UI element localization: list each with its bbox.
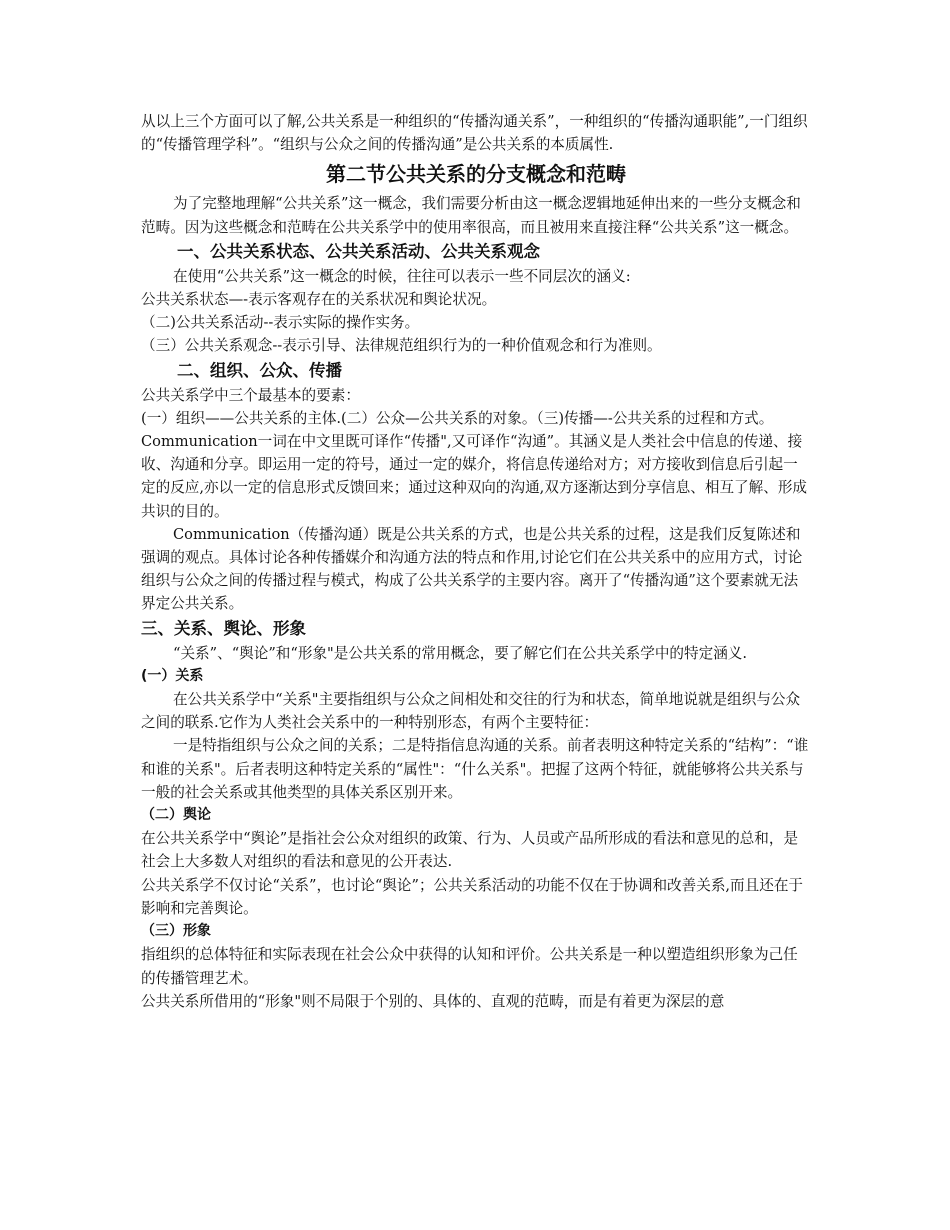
paragraph: Communication（传播沟通）既是公共关系的方式，也是公共关系的过程，这是我们反复陈述和强调的观点。具体讨论各种传播媒介和沟通方法的特点和作用,讨论它们在公共关系中的应用方式，讨论组织与公众之间的传播过程与模式，构成了公共关系学的主要内容。离开了“传播沟通”这个要素就无法界定公共关系。 <box>141 525 803 613</box>
document-page <box>141 110 811 1013</box>
paragraph: 在公共关系学中“舆论”是指社会公众对组织的政策、行为、人员或产品所形成的看法和意见的总和，是社会上大多数人对组织的看法和意见的公开表达. <box>141 830 799 871</box>
paragraph: 公共关系学中三个最基本的要素： <box>141 386 360 404</box>
intro-paragraph: 从以上三个方面可以了解,公共关系是一种组织的“传播沟通关系”，一种组织的“传播沟通职能”,一门组织的“传播管理学科”。“组织与公众之间的传播沟通”是公共关系的本质属性. <box>141 113 808 154</box>
heading-1: 一、公共关系状态、公共关系活动、公共关系观念 <box>177 241 540 261</box>
paragraph: 公共关系所借用的“形象"则不局限于个别的、具体的、直观的范畴，而是有着更为深层的意 <box>141 992 725 1010</box>
paragraph: 在使用“公共关系”这一概念的时候，往往可以表示一些不同层次的涵义: <box>173 267 631 285</box>
list-item: 公共关系状态—-表示客观存在的关系状况和舆论状况。 <box>141 291 497 309</box>
paragraph: 指组织的总体特征和实际表现在社会公众中获得的认知和评价。公共关系是一种以塑造组织形象为己任的传播管理艺术。 <box>141 946 798 987</box>
list-item: （三）公共关系观念--表示引导、法律规范组织行为的一种价值观念和行为准则。 <box>141 337 662 355</box>
heading-3: 三、关系、舆论、形象 <box>141 618 306 638</box>
paragraph: 在公共关系学中“关系"主要指组织与公众之间相处和交往的行为和状态，简单地说就是组织与公众之间的联系.它作为人类社会关系中的一种特别形态，有两个主要特征： <box>141 691 801 732</box>
paragraph: 公共关系学不仅讨论“关系”，也讨论“舆论”；公共关系活动的功能不仅在于协调和改善关系,而且还在于影响和完善舆论。 <box>141 876 804 917</box>
subheading-relation: (一）关系 <box>141 667 204 684</box>
list-item: （二)公共关系活动--表示实际的操作实务。 <box>141 314 420 332</box>
paragraph: Communication一词在中文里既可译作“传播",又可译作“沟通”。其涵义是人类社会中信息的传递、接收、沟通和分享。即运用一定的符号，通过一定的媒介，将信息传递给对方；对方接收到信息后引起一定的反应,亦以一定的信息形式反馈回来；通过这种双向的沟通,双方逐渐达到分享信息、相互了解、形成共识的目的。 <box>141 433 808 520</box>
paragraph: “关系”、“舆论”和“形象"是公共关系的常用概念，要了解它们在公共关系学中的特定涵义. <box>173 644 748 662</box>
paragraph: (一）组织——公共关系的主体.(二）公众—公共关系的对象。（三)传播—-公共关系的过程和方式。 <box>141 409 774 427</box>
subheading-opinion: （二）舆论 <box>141 807 211 824</box>
section-intro-paragraph: 为了完整地理解“公共关系”这一概念，我们需要分析由这一概念逻辑地延伸出来的一些分支概念和范畴。因为这些概念和范畴在公共关系学中的使用率很高，而且被用来直接注释“公共关系”这一概念。 <box>141 195 801 236</box>
subheading-image: （三）形象 <box>141 923 211 940</box>
section-title: 第二节公共关系的分支概念和范畴 <box>326 162 626 187</box>
paragraph: 一是特指组织与公众之间的关系；二是特指信息沟通的关系。前者表明这种特定关系的“结构”：“谁和谁的关系"。后者表明这种特定关系的“属性"：“什么关系"。把握了这两个特征，就能够将公共关系与一般的社会关系或其他类型的具体关系区别开来。 <box>141 737 809 801</box>
heading-2: 二、组织、公众、传播 <box>177 360 342 380</box>
